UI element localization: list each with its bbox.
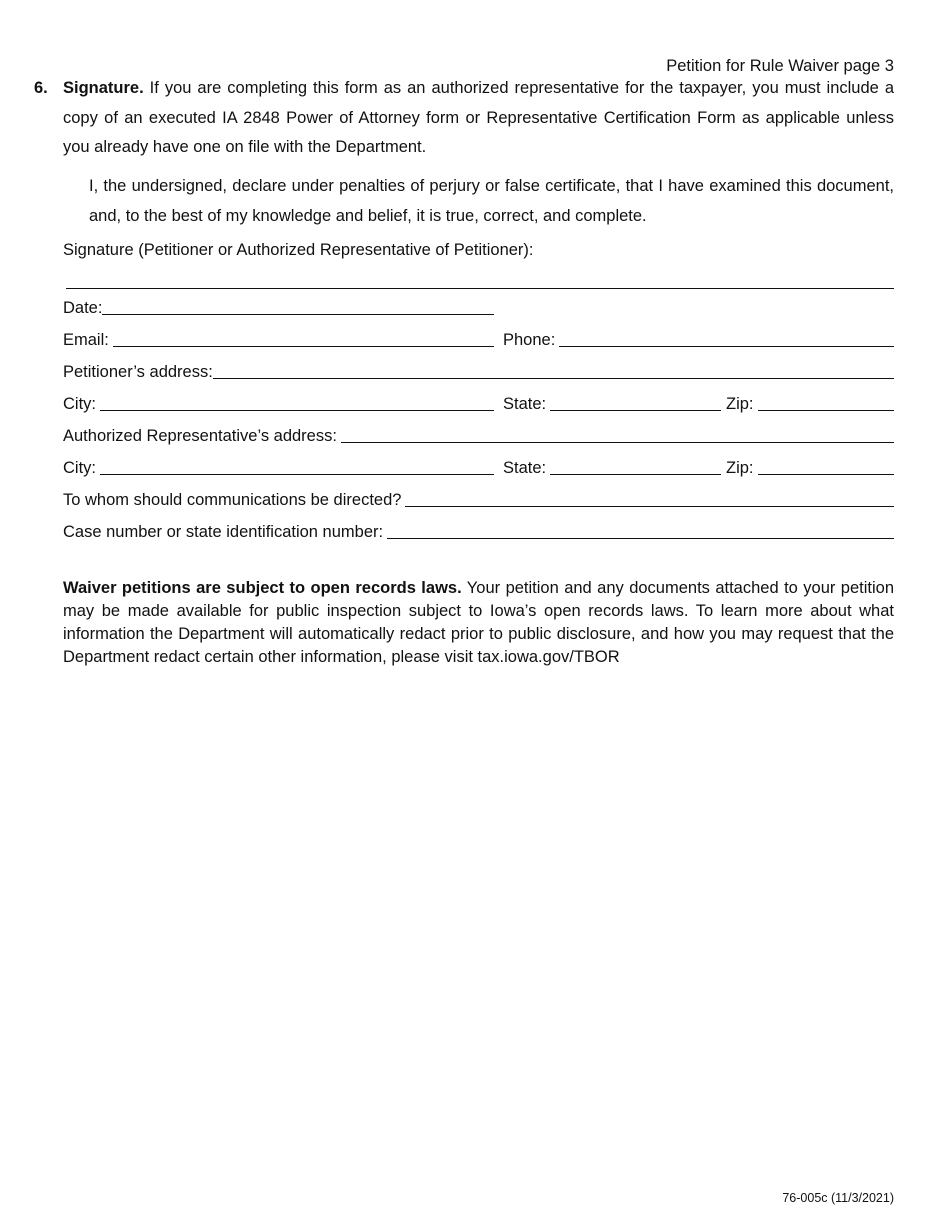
section-number: 6. — [34, 79, 48, 97]
communications-label: To whom should communications be directed? — [63, 491, 402, 509]
email-label: Email: — [63, 331, 109, 349]
signature-label: Signature (Petitioner or Authorized Representative of Petitioner): — [63, 241, 534, 259]
petitioner-address-label: Petitioner’s address: — [63, 363, 213, 381]
city-label-2: City: — [63, 459, 96, 477]
perjury-declaration: I, the undersigned, declare under penalties of perjury or false certificate, that I have examined this document, and, to the best of my knowledge and belief, it is true, correct, and complete. — [89, 177, 894, 225]
state-field-2[interactable] — [550, 460, 721, 475]
phone-row — [503, 330, 894, 350]
section-heading: Signature. — [63, 79, 144, 97]
case-number-field[interactable] — [387, 524, 894, 539]
open-records-notice — [63, 577, 894, 669]
date-label: Date: — [63, 299, 103, 317]
city-row-2 — [63, 458, 494, 478]
signature-line[interactable] — [66, 288, 894, 289]
case-number-row — [63, 522, 894, 542]
state-field[interactable] — [550, 396, 721, 411]
auth-rep-address-label: Authorized Representative’s address: — [63, 427, 337, 445]
phone-field[interactable] — [559, 332, 894, 347]
zip-label: Zip: — [726, 395, 754, 413]
date-field[interactable] — [102, 300, 494, 315]
case-number-label: Case number or state identification number: — [63, 523, 384, 541]
communications-row — [63, 490, 894, 510]
zip-field[interactable] — [758, 396, 894, 411]
city-field-2[interactable] — [100, 460, 494, 475]
phone-label: Phone: — [503, 331, 556, 349]
zip-row — [726, 394, 894, 414]
state-label-2: State: — [503, 459, 547, 477]
zip-label-2: Zip: — [726, 459, 754, 477]
petitioner-address-field[interactable] — [213, 364, 894, 379]
auth-rep-address-field[interactable] — [341, 428, 894, 443]
email-field[interactable] — [113, 332, 494, 347]
petitioner-address-row — [63, 362, 894, 382]
section-6-signature — [34, 74, 894, 163]
notice-heading: Waiver petitions are subject to open records laws. — [63, 579, 462, 597]
notice-body: Your petition and any documents attached to your petition may be made available for public inspection subject to Iowa’s open records laws. To learn more about what information the Department will automatically redact prior to public disclosure, and how you may request that the Department redact certain other information, please visit tax.iowa.gov/TBOR — [63, 579, 894, 666]
state-row-2 — [503, 458, 721, 478]
zip-field-2[interactable] — [758, 460, 894, 475]
auth-rep-address-row — [63, 426, 894, 446]
section-body: If you are completing this form as an authorized representative for the taxpayer, you must include a copy of an executed IA 2848 Power of Attorney form or Representative Certification Form as applicable unless you already have one on file with the Department. — [63, 79, 894, 156]
email-row — [63, 330, 494, 350]
zip-row-2 — [726, 458, 894, 478]
state-row — [503, 394, 721, 414]
date-row — [63, 298, 494, 318]
form-number: 76-005c (11/3/2021) — [782, 1191, 894, 1205]
page-header: Petition for Rule Waiver page 3 — [666, 57, 894, 75]
city-field[interactable] — [100, 396, 494, 411]
city-row — [63, 394, 494, 414]
communications-field[interactable] — [405, 492, 894, 507]
city-label: City: — [63, 395, 96, 413]
state-label: State: — [503, 395, 547, 413]
